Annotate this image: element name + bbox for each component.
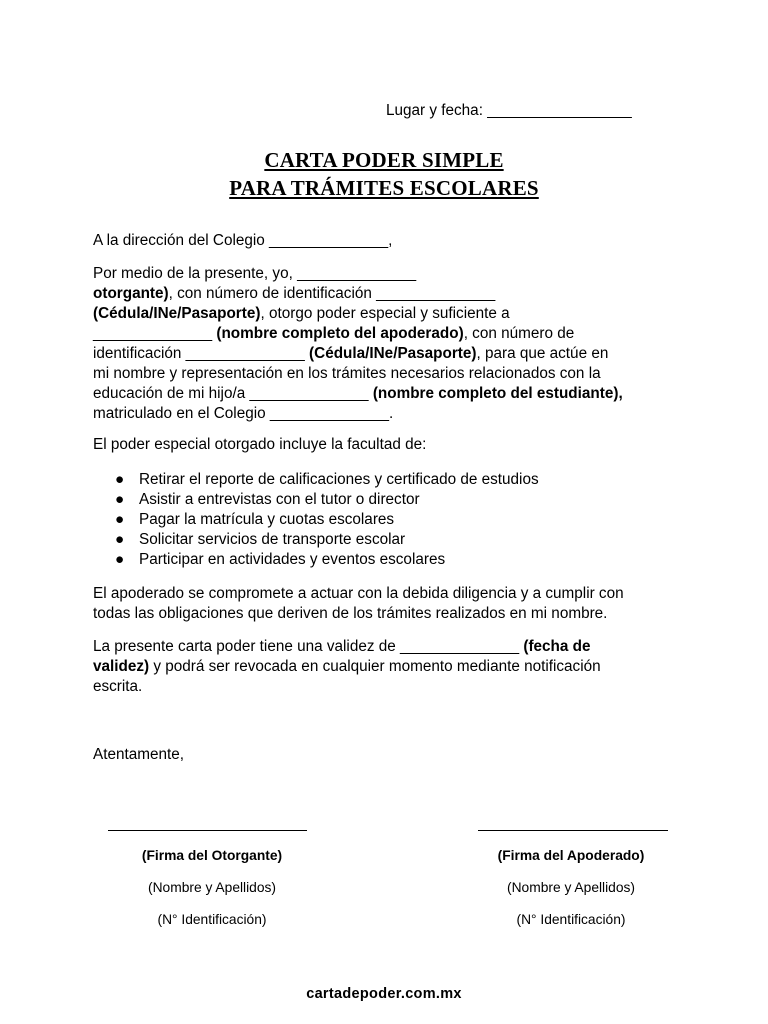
bullet-icon: ●	[115, 471, 125, 488]
bold-text: validez)	[93, 658, 150, 675]
text: , otorgo poder especial y suficiente a	[260, 305, 510, 322]
signature-role-apoderado: (Firma del Apoderado)	[497, 848, 645, 863]
list-item	[115, 510, 539, 530]
document-title-line1: CARTA PODER SIMPLE	[264, 148, 504, 172]
body-paragraph	[93, 264, 623, 424]
bullet-icon: ●	[115, 491, 125, 508]
list-item	[115, 550, 539, 570]
list-item-text: Pagar la matrícula y cuotas escolares	[139, 511, 395, 528]
list-item-text: Solicitar servicios de transporte escolar	[139, 531, 406, 548]
body-line: todas las obligaciones que deriven de los trámites realizados en mi nombre.	[93, 605, 608, 622]
text: , para que actúe en	[476, 345, 609, 362]
document-title-line2: PARA TRÁMITES ESCOLARES	[229, 176, 539, 200]
body-line: Por medio de la presente, yo, ______________	[93, 265, 417, 282]
body-line	[93, 284, 623, 304]
text: , con número de	[463, 325, 575, 342]
closing-text: Atentamente,	[93, 746, 184, 763]
body-line	[93, 657, 601, 677]
signature-line-otorgante	[108, 830, 307, 831]
signature-role-otorgante: (Firma del Otorgante)	[141, 848, 283, 863]
text: La presente carta poder tiene una validez de ______________	[93, 638, 524, 655]
list-item-text: Asistir a entrevistas con el tutor o director	[139, 491, 420, 508]
bold-text: (Cédula/INe/Pasaporte)	[309, 345, 477, 362]
list-item	[115, 530, 539, 550]
commitment-paragraph	[93, 584, 624, 624]
text: , con número de identificación ______________	[168, 285, 496, 302]
body-line: escrita.	[93, 678, 143, 695]
list-item	[115, 470, 539, 490]
text: educación de mi hijo/a ______________	[93, 385, 373, 402]
body-line	[93, 324, 623, 344]
bullet-icon: ●	[115, 511, 125, 528]
body-line: El apoderado se compromete a actuar con la debida diligencia y a cumplir con	[93, 585, 624, 602]
signature-id-apoderado: (N° Identificación)	[516, 912, 626, 927]
place-date-field: Lugar y fecha: _________________	[386, 102, 632, 119]
body-line	[93, 304, 623, 324]
list-item	[115, 490, 539, 510]
bold-text: (nombre completo del estudiante),	[372, 385, 623, 402]
list-item-text: Retirar el reporte de calificaciones y certificado de estudios	[139, 471, 539, 488]
body-line	[93, 637, 601, 657]
signature-line-apoderado	[478, 830, 668, 831]
list-item-text: Participar en actividades y eventos escolares	[139, 551, 446, 568]
signature-id-otorgante: (N° Identificación)	[157, 912, 267, 927]
signature-name-otorgante: (Nombre y Apellidos)	[147, 880, 277, 895]
address-line: A la dirección del Colegio ______________,	[93, 232, 393, 249]
body-line	[93, 384, 623, 404]
text: ______________	[93, 325, 217, 342]
text: identificación ______________	[93, 345, 310, 362]
bullet-icon: ●	[115, 531, 125, 548]
bold-text: (Cédula/INe/Pasaporte)	[93, 305, 261, 322]
body-line: mi nombre y representación en los trámites necesarios relacionados con la	[93, 365, 601, 382]
bullet-icon: ●	[115, 551, 125, 568]
powers-list	[115, 470, 539, 570]
signature-name-apoderado: (Nombre y Apellidos)	[506, 880, 636, 895]
footer-website: cartadepoder.com.mx	[306, 986, 462, 1002]
body-line	[93, 344, 623, 364]
powers-intro: El poder especial otorgado incluye la facultad de:	[93, 436, 427, 453]
bold-text: (nombre completo del apoderado)	[216, 325, 464, 342]
bold-text: (fecha de	[523, 638, 591, 655]
validity-paragraph	[93, 637, 601, 697]
bold-text: otorgante)	[93, 285, 169, 302]
text: y podrá ser revocada en cualquier momento mediante notificación	[149, 658, 601, 675]
body-line: matriculado en el Colegio ______________.	[93, 405, 394, 422]
